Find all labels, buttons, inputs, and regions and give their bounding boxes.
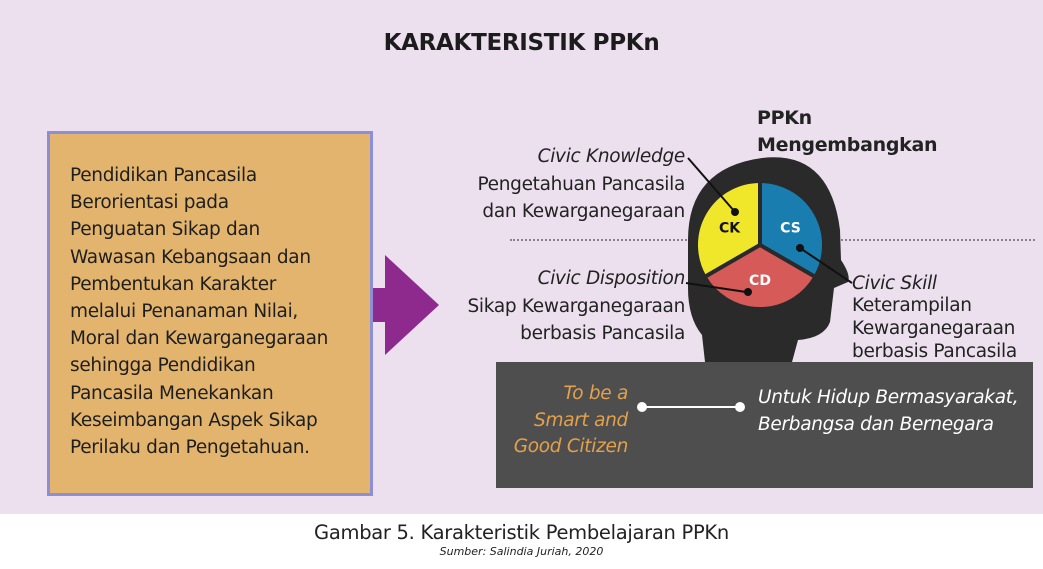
- description-line: Wawasan Kebangsaan dan: [70, 246, 311, 268]
- figure-source: Sumber: Salindia Juriah, 2020: [439, 545, 604, 558]
- diagram-title: KARAKTERISTIK PPKn: [383, 30, 660, 56]
- description-line: Pembentukan Karakter: [70, 273, 277, 295]
- goal-connector: [636, 400, 746, 414]
- goal-left-line: Smart and: [534, 409, 628, 431]
- ppkn-heading-line1: PPKn: [757, 107, 812, 129]
- civic-skill-desc-line2: Kewarganegaraan: [852, 318, 1016, 339]
- description-line: Keseimbangan Aspek Sikap: [70, 409, 318, 431]
- pie-label-cs: CS: [780, 220, 801, 237]
- figure-caption: Gambar 5. Karakteristik Pembelajaran PPKn: [314, 521, 729, 544]
- civic-disposition-term: Civic Disposition: [537, 268, 685, 289]
- description-line: melalui Penanaman Nilai,: [70, 301, 299, 323]
- description-line: Perilaku dan Pengetahuan.: [70, 437, 310, 459]
- civic-disposition-desc-line2: berbasis Pancasila: [520, 323, 685, 344]
- pie-label-cd: CD: [749, 273, 771, 290]
- cd-pointer-dot: [744, 288, 752, 296]
- goal-right-line: Untuk Hidup Bermasyarakat,: [758, 387, 1019, 408]
- description-line: Pendidikan Pancasila: [70, 165, 257, 186]
- ck-pointer-dot: [731, 208, 739, 216]
- civic-knowledge-term: Civic Knowledge: [537, 146, 685, 167]
- goal-left-line: Good Citizen: [513, 436, 628, 457]
- cs-pointer-dot: [796, 244, 804, 252]
- goal-right-line: Berbangsa dan Bernegara: [758, 413, 994, 435]
- civic-knowledge-desc-line1: Pengetahuan Pancasila: [477, 174, 685, 195]
- goal-right-text: [758, 385, 1018, 438]
- description-line: Moral dan Kewarganegaraan: [70, 328, 329, 350]
- civic-disposition-desc-line1: Sikap Kewarganegaraan: [467, 296, 685, 317]
- description-line: Penguatan Sikap dan: [70, 219, 260, 241]
- civic-knowledge-desc-line2: dan Kewarganegaraan: [482, 201, 685, 222]
- civic-pie-chart: [696, 181, 824, 309]
- civic-skill-term: Civic Skill: [852, 273, 937, 294]
- goal-left-line: To be a: [563, 383, 628, 404]
- description-line: Pancasila Menekankan: [70, 382, 274, 404]
- goal-left-text: [514, 381, 628, 461]
- civic-skill-desc-line1: Keterampilan: [852, 295, 972, 316]
- ppkn-heading-line2: Mengembangkan: [757, 134, 938, 156]
- pie-label-ck: CK: [718, 220, 741, 237]
- description-line: Berorientasi pada: [70, 192, 229, 214]
- description-line: sehingga Pendidikan: [70, 355, 256, 377]
- civic-skill-desc-line3: berbasis Pancasila: [852, 341, 1017, 362]
